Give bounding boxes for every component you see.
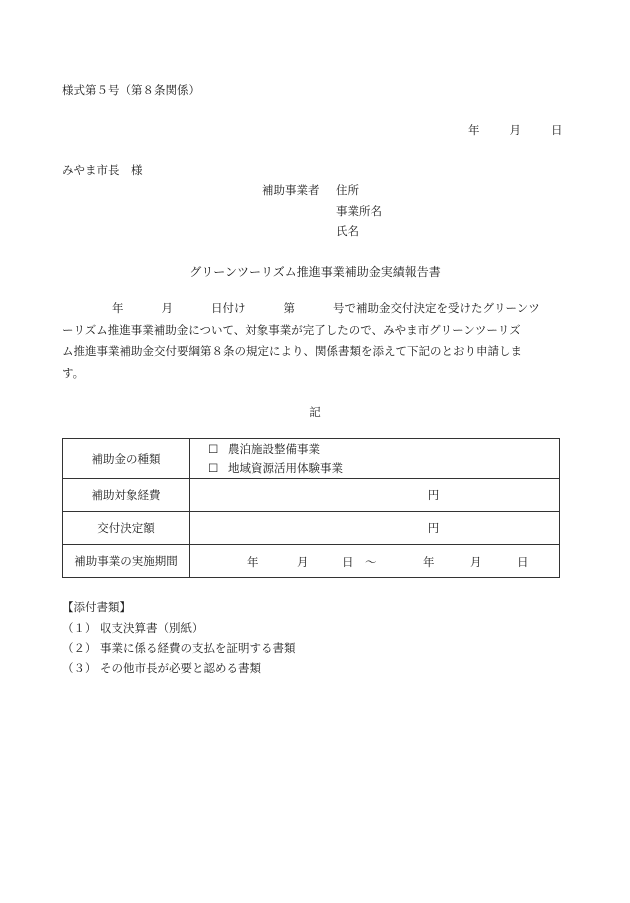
document-title: グリーンツーリズム推進事業補助金実績報告書 — [189, 265, 441, 279]
table-row — [63, 512, 560, 545]
body-line-1 — [62, 298, 560, 320]
date-day: 日 — [551, 123, 563, 137]
period-day-start: 日 — [342, 555, 354, 569]
body-no: 第 — [283, 301, 295, 315]
body-line-3: ム推進事業補助金交付要綱第８条の規定により、関係書類を添えて下記のとおり申請しま — [62, 344, 522, 358]
checkbox-icon[interactable]: ☐ — [208, 460, 219, 475]
period-value[interactable] — [190, 545, 560, 578]
body-year: 年 — [112, 301, 124, 315]
body-month: 月 — [161, 301, 173, 315]
details-table — [62, 438, 560, 578]
submission-date — [468, 122, 563, 138]
table-row — [63, 545, 560, 578]
period-label: 補助事業の実施期間 — [63, 545, 190, 578]
period-month-start: 月 — [297, 555, 309, 569]
body-line-2: ーリズム推進事業補助金について、対象事業が完了したので、みやま市グリーンツーリズ — [62, 322, 521, 337]
option-farm-stay[interactable]: ☐ 農泊施設整備事業 — [190, 440, 559, 459]
period-day-end: 日 — [517, 555, 529, 569]
body-line-4: す。 — [62, 365, 85, 380]
subsidy-type-label: 補助金の種類 — [63, 439, 190, 479]
eligible-cost-value[interactable]: 円 — [190, 479, 560, 512]
period-year-start: 年 — [247, 555, 259, 569]
applicant-address-label: 住所 — [336, 183, 359, 197]
addressee: みやま市長 様 — [62, 163, 143, 177]
date-year: 年 — [468, 123, 480, 137]
table-row — [63, 479, 560, 512]
grant-amount-label: 交付決定額 — [63, 512, 190, 545]
period-month-end: 月 — [470, 555, 482, 569]
applicant-name-label: 氏名 — [336, 224, 359, 238]
attachment-item: （２） 事業に係る経費の支払を証明する書類 — [62, 641, 296, 655]
ki-heading: 記 — [309, 405, 321, 419]
grant-amount-value[interactable]: 円 — [190, 512, 560, 545]
applicant-office-label: 事業所名 — [336, 204, 382, 218]
period-tilde: ～ — [365, 555, 377, 569]
attachment-item: （１） 収支決算書（別紙） — [62, 621, 204, 635]
period-year-end: 年 — [423, 555, 435, 569]
body-paragraph — [62, 298, 560, 384]
form-number: 様式第５号（第８条関係） — [62, 83, 200, 97]
body-day: 日付け — [211, 301, 246, 315]
checkbox-icon[interactable]: ☐ — [208, 441, 219, 456]
eligible-cost-label: 補助対象経費 — [63, 479, 190, 512]
option-local-resource[interactable]: ☐ 地域資源活用体験事業 — [190, 459, 559, 478]
table-row — [63, 439, 560, 479]
attachment-item: （３） その他市長が必要と認める書類 — [62, 661, 261, 675]
body-line-1-rest: 号で補助金交付決定を受けたグリーンツ — [333, 301, 540, 315]
attachments-heading: 【添付書類】 — [62, 600, 131, 614]
date-month: 月 — [509, 123, 521, 137]
subsidy-type-options — [190, 439, 560, 479]
applicant-role: 補助事業者 — [262, 183, 320, 197]
